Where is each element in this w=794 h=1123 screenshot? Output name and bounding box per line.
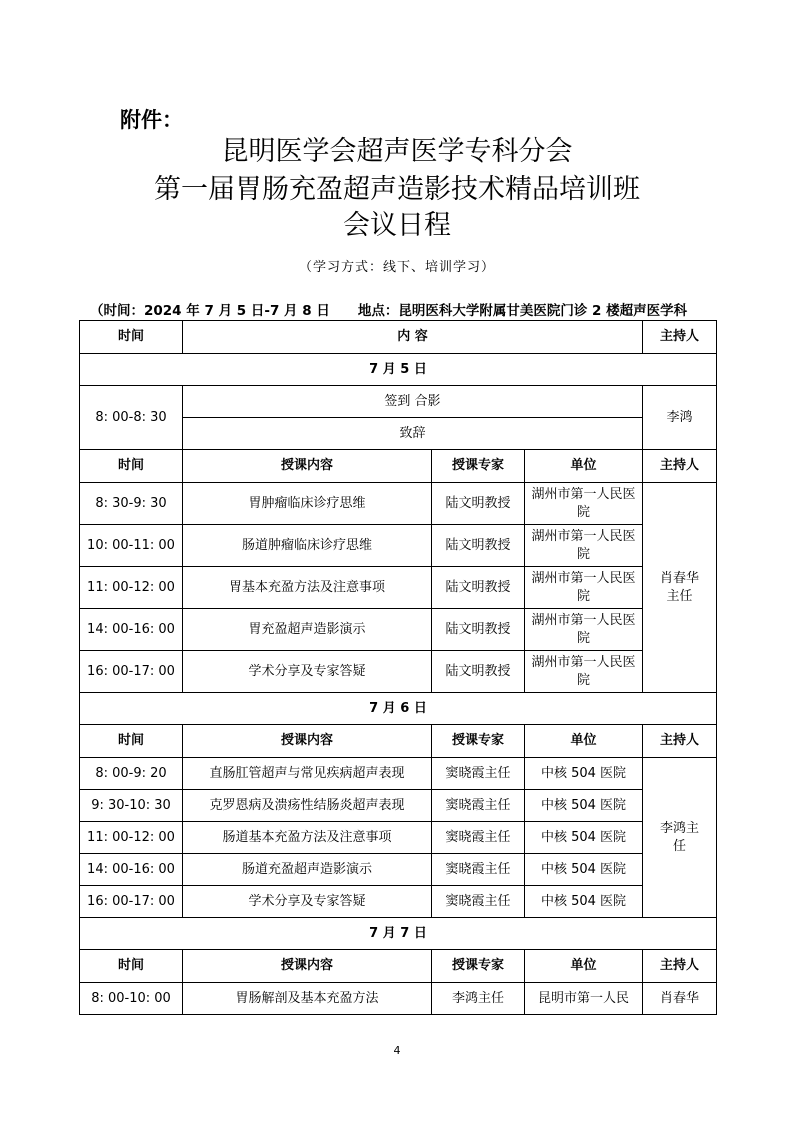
session-expert: 窦晓霞主任: [432, 758, 525, 790]
session-unit: 昆明市第一人民: [525, 983, 643, 1015]
session-row: [80, 790, 717, 822]
session-unit: 湖州市第一人民医院: [525, 609, 643, 651]
meeting-info: [90, 299, 687, 319]
session-unit: 湖州市第一人民医院: [525, 567, 643, 609]
session-unit: 中核 504 医院: [525, 822, 643, 854]
session-content: 胃肠解剖及基本充盈方法: [183, 983, 432, 1015]
title-line-2: 第一届胃肠充盈超声造影技术精品培训班: [154, 174, 640, 205]
session-content: 克罗恩病及溃疡性结肠炎超声表现: [183, 790, 432, 822]
session-row: [80, 983, 717, 1015]
session-time: 8: 30-9: 30: [80, 483, 183, 525]
session-unit: 中核 504 医院: [525, 886, 643, 918]
session-unit: 湖州市第一人民医院: [525, 651, 643, 693]
header-host: 主持人: [643, 321, 717, 354]
session-time: 10: 00-11: 00: [80, 525, 183, 567]
section-header-content: 授课内容: [183, 950, 432, 983]
session-unit: 中核 504 医院: [525, 758, 643, 790]
top-header-row: [80, 321, 717, 354]
subtitle: （学习方式：线下、培训学习）: [298, 260, 495, 275]
session-row: [80, 609, 717, 651]
day-host: 肖春华主任: [643, 483, 717, 693]
session-row: [80, 651, 717, 693]
section-header-content: 授课内容: [183, 450, 432, 483]
session-unit: 中核 504 医院: [525, 790, 643, 822]
session-time: 16: 00-17: 00: [80, 886, 183, 918]
section-header-row: [80, 725, 717, 758]
section-header-host: 主持人: [643, 450, 717, 483]
schedule-table: [79, 320, 717, 1015]
session-expert: 窦晓霞主任: [432, 886, 525, 918]
session-expert: 陆文明教授: [432, 567, 525, 609]
session-content: 学术分享及专家答疑: [183, 651, 432, 693]
day-row: [80, 693, 717, 725]
section-header-time: 时间: [80, 725, 183, 758]
section-header-unit: 单位: [525, 450, 643, 483]
session-content: 胃充盈超声造影演示: [183, 609, 432, 651]
session-row: [80, 567, 717, 609]
session-expert: 窦晓霞主任: [432, 790, 525, 822]
session-expert: 窦晓霞主任: [432, 822, 525, 854]
session-row: [80, 758, 717, 790]
opening-time: 8: 00-8: 30: [80, 386, 183, 450]
section-header-unit: 单位: [525, 725, 643, 758]
section-header-time: 时间: [80, 450, 183, 483]
session-expert: 陆文明教授: [432, 651, 525, 693]
header-time: 时间: [80, 321, 183, 354]
day-date: 7 月 6 日: [80, 693, 717, 725]
session-content: 肠道肿瘤临床诊疗思维: [183, 525, 432, 567]
session-expert: 陆文明教授: [432, 525, 525, 567]
session-time: 14: 00-16: 00: [80, 854, 183, 886]
session-unit: 湖州市第一人民医院: [525, 483, 643, 525]
header-content: 内 容: [183, 321, 643, 354]
day-date: 7 月 5 日: [80, 354, 717, 386]
session-content: 胃肿瘤临床诊疗思维: [183, 483, 432, 525]
section-header-row: [80, 950, 717, 983]
session-time: 8: 00-10: 00: [80, 983, 183, 1015]
opening-host: 李鸿: [643, 386, 717, 450]
day-host: 肖春华: [643, 983, 717, 1015]
page-number: 4: [393, 1044, 401, 1057]
session-content: 肠道充盈超声造影演示: [183, 854, 432, 886]
opening-row: [80, 386, 717, 418]
section-header-content: 授课内容: [183, 725, 432, 758]
session-row: [80, 525, 717, 567]
section-header-host: 主持人: [643, 725, 717, 758]
opening-item: 签到 合影: [183, 386, 643, 418]
section-header-host: 主持人: [643, 950, 717, 983]
session-time: 16: 00-17: 00: [80, 651, 183, 693]
section-header-expert: 授课专家: [432, 450, 525, 483]
day-host: 李鸿主任: [643, 758, 717, 918]
session-unit: 湖州市第一人民医院: [525, 525, 643, 567]
session-expert: 李鸿主任: [432, 983, 525, 1015]
session-unit: 中核 504 医院: [525, 854, 643, 886]
meeting-location: 地点：昆明医科大学附属甘美医院门诊 2 楼超声医学科: [357, 303, 688, 319]
section-header-expert: 授课专家: [432, 950, 525, 983]
session-row: [80, 483, 717, 525]
attachment-label: 附件：: [120, 108, 183, 132]
section-header-time: 时间: [80, 950, 183, 983]
opening-item: 致辞: [183, 418, 643, 450]
session-time: 14: 00-16: 00: [80, 609, 183, 651]
session-expert: 窦晓霞主任: [432, 854, 525, 886]
day-row: [80, 918, 717, 950]
session-content: 直肠肛管超声与常见疾病超声表现: [183, 758, 432, 790]
meeting-time: （时间：2024 年 7 月 5 日-7 月 8 日: [90, 303, 330, 319]
day-date: 7 月 7 日: [80, 918, 717, 950]
section-header-unit: 单位: [525, 950, 643, 983]
session-time: 8: 00-9: 20: [80, 758, 183, 790]
session-content: 肠道基本充盈方法及注意事项: [183, 822, 432, 854]
session-expert: 陆文明教授: [432, 483, 525, 525]
session-content: 胃基本充盈方法及注意事项: [183, 567, 432, 609]
session-expert: 陆文明教授: [432, 609, 525, 651]
session-row: [80, 886, 717, 918]
session-row: [80, 854, 717, 886]
title-line-3: 会议日程: [343, 210, 451, 241]
session-content: 学术分享及专家答疑: [183, 886, 432, 918]
title-line-1: 昆明医学会超声医学专科分会: [221, 136, 573, 167]
session-time: 9: 30-10: 30: [80, 790, 183, 822]
day-row: [80, 354, 717, 386]
session-time: 11: 00-12: 00: [80, 567, 183, 609]
session-time: 11: 00-12: 00: [80, 822, 183, 854]
section-header-row: [80, 450, 717, 483]
section-header-expert: 授课专家: [432, 725, 525, 758]
session-row: [80, 822, 717, 854]
